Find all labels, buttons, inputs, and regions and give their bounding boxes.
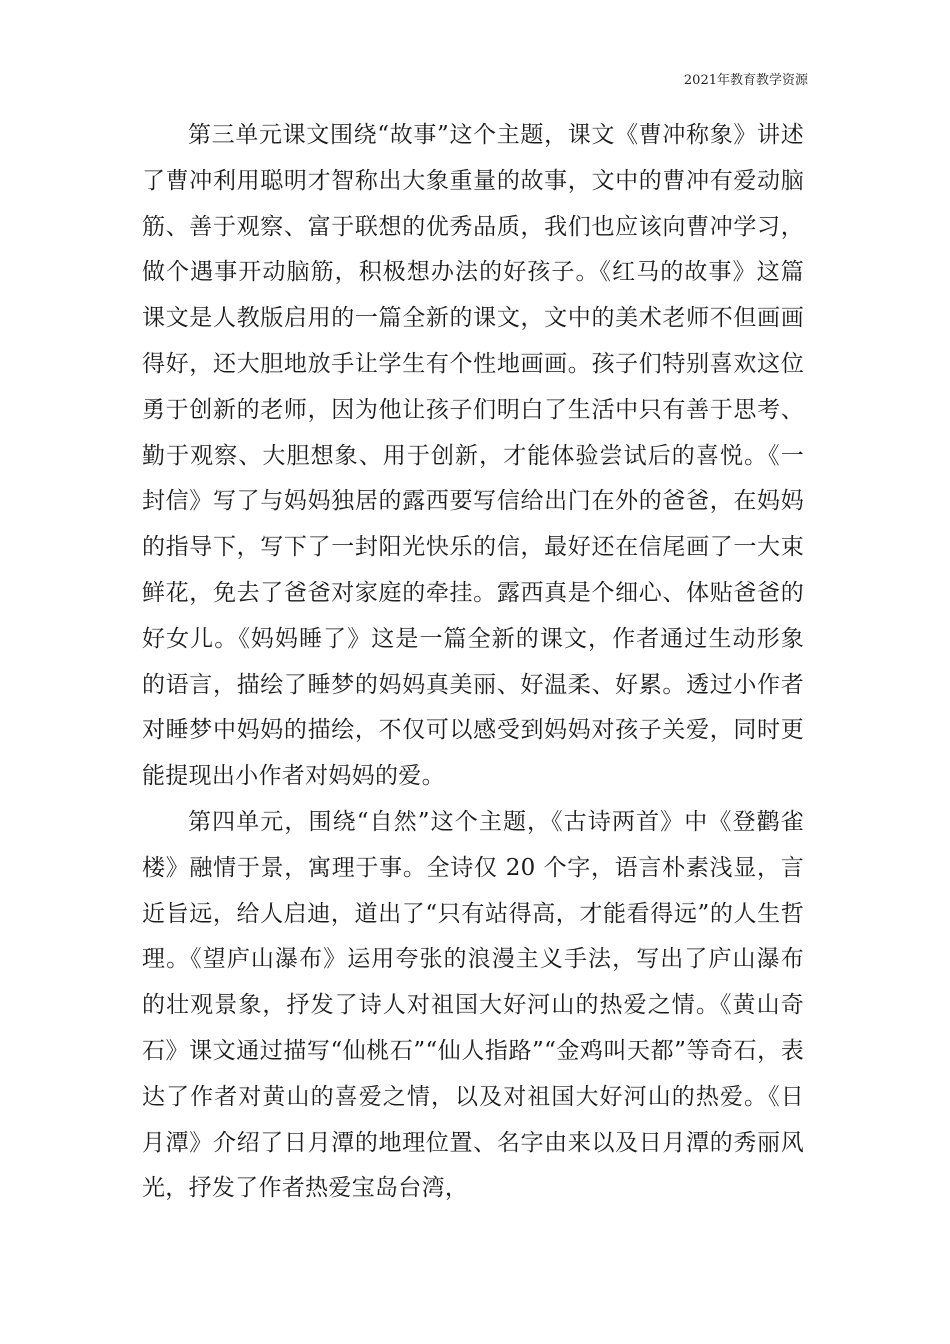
page-header: 2021年教育教学资源	[683, 73, 808, 88]
document-body	[142, 113, 804, 1212]
paragraph-unit-three: 第三单元课文围绕“故事”这个主题，课文《曹冲称象》讲述了曹冲利用聪明才智称出大象重量的故事，文中的曹冲有爱动脑筋、善于观察、富于联想的优秀品质，我们也应该向曹冲学习，做个遇事开动脑筋，积极想办法的好孩子。《红马的故事》这篇课文是人教版启用的一篇全新的课文，文中的美术老师不但画画得好，还大胆地放手让学生有个性地画画。孩子们特别喜欢这位勇于创新的老师，因为他让孩子们明白了生活中只有善于思考、勤于观察、大胆想象、用于创新，才能体验尝试后的喜悦。《一封信》写了与妈妈独居的露西要写信给出门在外的爸爸，在妈妈的指导下，写下了一封阳光快乐的信，最好还在信尾画了一大束鲜花，免去了爸爸对家庭的牵挂。露西真是个细心、体贴爸爸的好女儿。《妈妈睡了》这是一篇全新的课文，作者通过生动形象的语言，描绘了睡梦的妈妈真美丽、好温柔、好累。透过小作者对睡梦中妈妈的描绘，不仅可以感受到妈妈对孩子关爱，同时更能提现出小作者对妈妈的爱。	[142, 122, 804, 790]
paragraph-unit-four: 第四单元，围绕“自然”这个主题，《古诗两首》中《登鹳雀楼》融情于景，寓理于事。全诗仅 20 个字，语言朴素浅显，言近旨远，给人启迪，道出了“只有站得高，才能看得远”的人生哲理。《望庐山瀑布》运用夸张的浪漫主义手法，写出了庐山瀑布的壮观景象，抒发了诗人对祖国大好河山的热爱之情。《黄山奇石》课文通过描写“仙桃石”“仙人指路”“金鸡叫天都”等奇石，表达了作者对黄山的喜爱之情，以及对祖国大好河山的热爱。《日月潭》介绍了日月潭的地理位置、名字由来以及日月潭的秀丽风光，抒发了作者热爱宝岛台湾，	[142, 808, 804, 1202]
